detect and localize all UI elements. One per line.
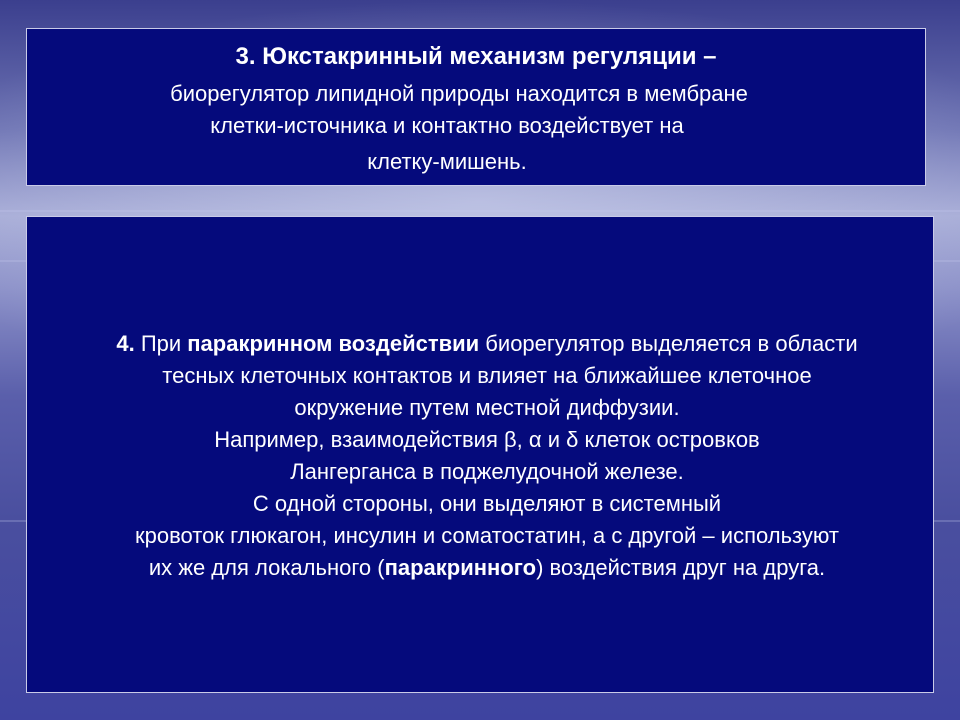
background-wave (0, 210, 960, 212)
paracrine-paragraph (31, 328, 943, 584)
juxtacrine-text-box (26, 28, 926, 186)
item-number: 4. (116, 331, 135, 356)
text-span: ) воздействия друг на друга. (536, 555, 826, 580)
juxtacrine-title: 3. Юкстакринный механизм регуляции – (235, 43, 717, 70)
paracrine-line-8 (31, 552, 943, 584)
text-span: биорегулятор выделяется в области (479, 331, 858, 356)
juxtacrine-line-1: биорегулятор липидной природы находится в мембране (170, 81, 748, 106)
juxtacrine-line-2: клетки-источника и контактно воздействует на (210, 113, 684, 138)
text-span: их же для локального ( (148, 555, 385, 580)
paracrine-line-5: Лангерганса в поджелудочной железе. (290, 459, 684, 484)
bold-term: паракринного (384, 555, 537, 580)
paracrine-line-1 (31, 328, 943, 360)
paracrine-line-7: кровоток глюкагон, инсулин и соматостатин, а с другой – используют (135, 523, 839, 548)
paracrine-line-4: Например, взаимодействия β, α и δ клеток островков (214, 427, 760, 452)
bold-term: паракринном воздействии (187, 331, 480, 356)
paracrine-line-2: тесных клеточных контактов и влияет на ближайшее клеточное (162, 363, 812, 388)
paracrine-line-3: окружение путем местной диффузии. (294, 395, 680, 420)
paracrine-text-box (26, 216, 934, 693)
juxtacrine-line-3: клетку-мишень. (367, 149, 527, 174)
paracrine-line-6: С одной стороны, они выделяют в системный (252, 491, 722, 516)
text-span: При (134, 331, 188, 356)
